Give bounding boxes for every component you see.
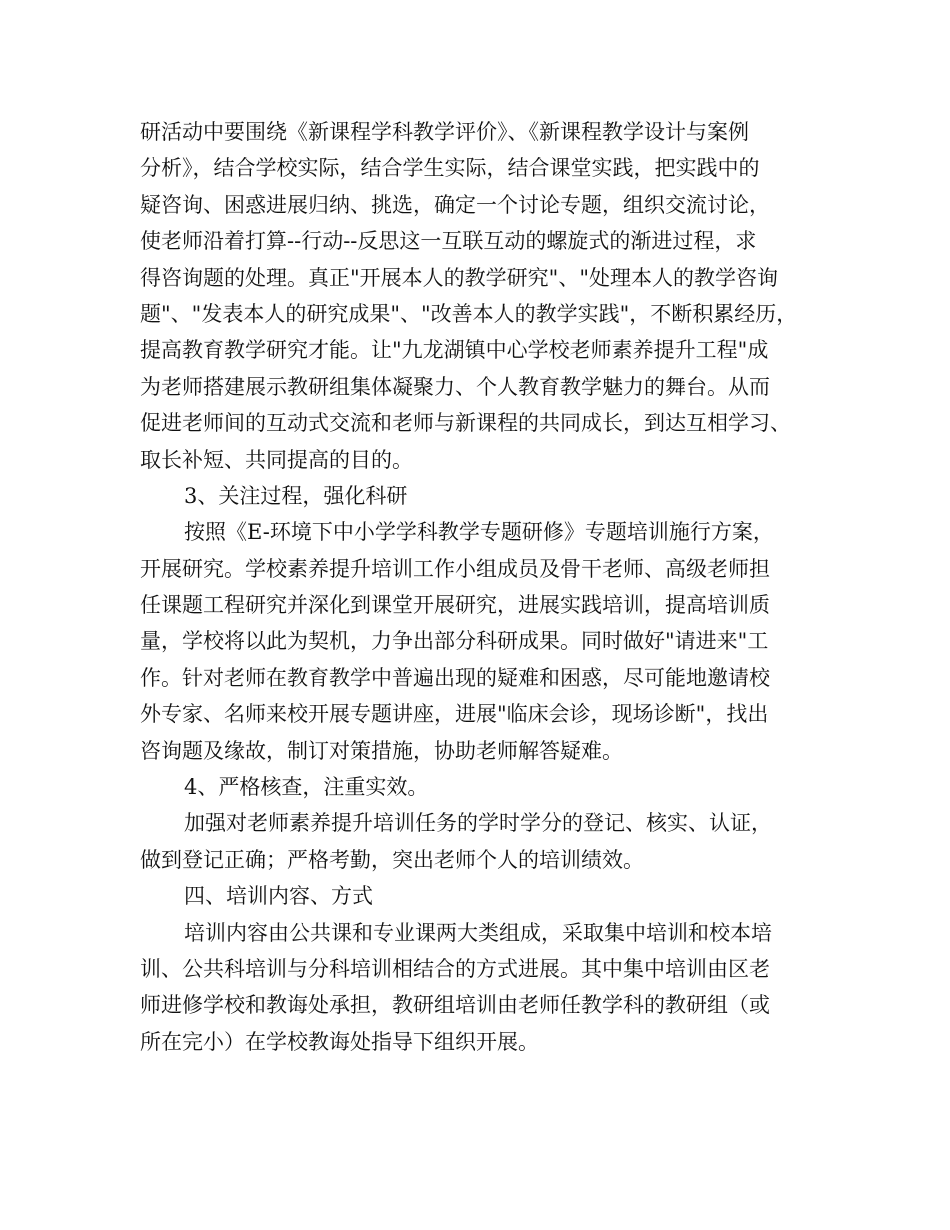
text-line: 四、培训内容、方式: [184, 884, 373, 909]
text-line: 任课题工程研究并深化到课堂开展研究，进展实践培训，提高培训质: [140, 593, 770, 618]
text-line: 提高教育教学研究才能。让"九龙湖镇中心学校老师素养提升工程"成: [140, 338, 769, 363]
text-line: 分析》，结合学校实际，结合学生实际，结合课堂实践，把实践中的: [140, 156, 760, 181]
text-line: 按照《E-环境下中小学学科教学专题研修》专题培训施行方案，: [184, 520, 774, 545]
text-line: 疑咨询、困惑进展归纳、挑选，确定一个讨论专题，组织交流讨论，: [140, 192, 770, 217]
text-line: 使老师沿着打算--行动--反思这一互联互动的螺旋式的渐进过程，求: [140, 229, 757, 254]
text-line: 作。针对老师在教育教学中普遍出现的疑难和困惑，尽可能地邀请校: [140, 665, 770, 690]
text-line: 量，学校将以此为契机，力争出部分科研成果。同时做好"请进来"工: [140, 629, 769, 654]
text-line: 取长补短、共同提高的目的。: [140, 447, 413, 472]
text-line: 所在完小）在学校教诲处指导下组织开展。: [140, 1029, 539, 1054]
text-line: 咨询题及缘故，制订对策措施，协助老师解答疑难。: [140, 738, 623, 763]
text-line: 得咨询题的处理。真正"开展本人的教学研究"、"处理本人的教学咨询: [140, 265, 778, 290]
text-line: 研活动中要围绕《新课程学科教学评价》、《新课程教学设计与案例: [140, 120, 749, 144]
text-line: 3、关注过程，强化科研: [184, 483, 408, 508]
text-line: 开展研究。学校素养提升培训工作小组成员及骨干老师、高级老师担: [140, 556, 770, 581]
text-line: 加强对老师素养提升培训任务的学时学分的登记、核实、认证，: [184, 811, 772, 836]
text-line: 外专家、名师来校开展专题讲座，进展"临床会诊，现场诊断"，找出: [140, 702, 769, 727]
text-line: 培训内容由公共课和专业课两大类组成，采取集中培训和校本培: [184, 920, 772, 945]
document-body: [140, 114, 830, 1060]
text-line: 训、公共科培训与分科培训相结合的方式进展。其中集中培训由区老: [140, 956, 770, 981]
text-line: 做到登记正确；严格考勤，突出老师个人的培训绩效。: [140, 847, 644, 872]
text-line: 促进老师间的互动式交流和老师与新课程的共同成长，到达互相学习、: [140, 411, 791, 436]
text-line: 题"、"发表本人的研究成果"、"改善本人的教学实践"，不断积累经历，: [140, 301, 798, 326]
text-line: 师进修学校和教诲处承担，教研组培训由老师任教学科的教研组（或: [140, 993, 770, 1018]
text-line: 4、严格核查，注重实效。: [184, 775, 429, 800]
text-line: 为老师搭建展示教研组集体凝聚力、个人教育教学魅力的舞台。从而: [140, 374, 770, 399]
